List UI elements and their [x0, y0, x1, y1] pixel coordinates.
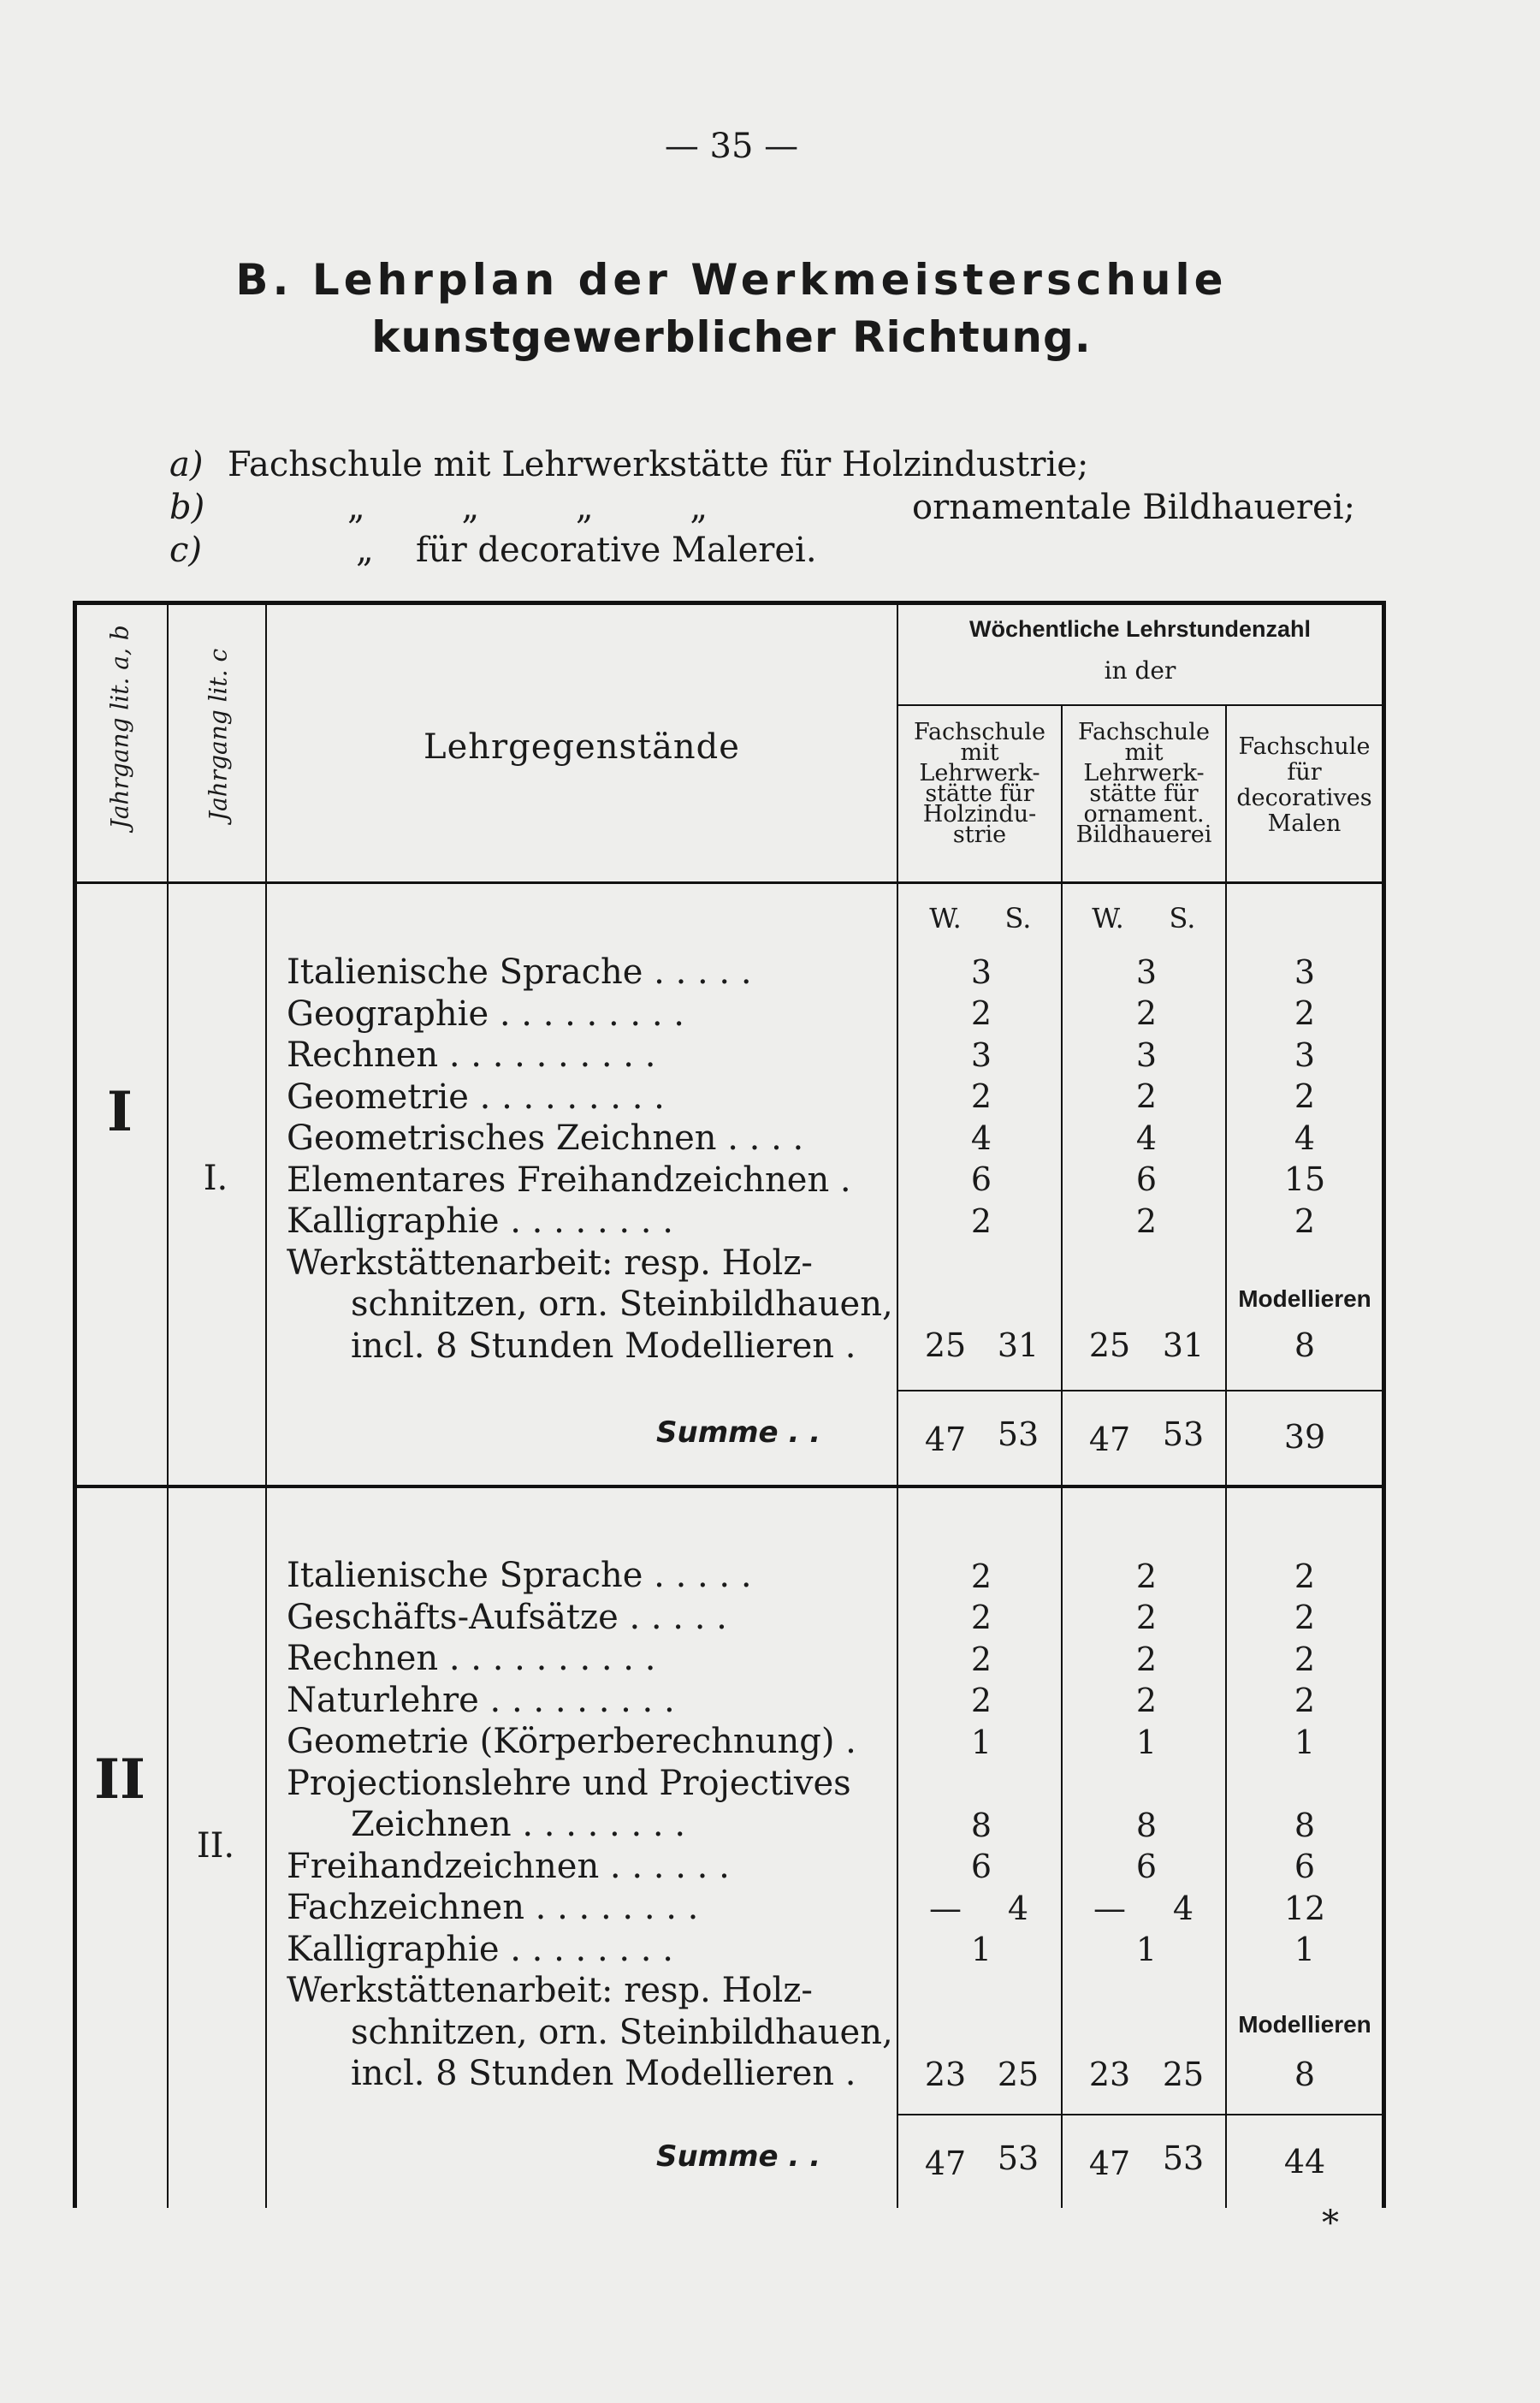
subject-row: Geschäfts-Aufsätze . . . . .: [287, 1597, 727, 1637]
summe-label: Summe . .: [656, 1415, 821, 1450]
subject-row: Geographie . . . . . . . . .: [287, 994, 684, 1034]
value-c: 3: [1294, 1036, 1316, 1074]
subject-row: Geometrie . . . . . . . . .: [287, 1077, 665, 1117]
summe-c: 39: [1283, 1418, 1326, 1456]
subject-row: incl. 8 Stunden Modellieren .: [351, 1326, 856, 1366]
subject-row: Werkstättenarbeit: resp. Holz-: [287, 1971, 813, 2010]
summe-c: 44: [1283, 2143, 1326, 2180]
subjects-header: Lehrgegenstände: [424, 727, 740, 767]
jahrgang-ii-label: II.: [196, 1826, 235, 1866]
subtitle-a: [169, 443, 1088, 486]
jahrgang-c-header: Jahrgang lit. c: [204, 648, 233, 822]
value-c: 8: [1294, 1807, 1316, 1844]
summe-a-s: 53: [997, 2139, 1040, 2177]
value-c: 2: [1294, 1682, 1316, 1719]
subject-row: Rechnen . . . . . . . . . .: [287, 1639, 656, 1678]
fach-a-s: 4: [1007, 1890, 1029, 1927]
workshop-a-w: 23: [924, 2056, 967, 2093]
table-top-border: [73, 601, 1386, 605]
workshop-a-s: 31: [997, 1326, 1040, 1364]
modellieren-label: Modellieren: [1238, 1285, 1371, 1312]
value-c: 1: [1294, 1724, 1316, 1761]
value-c: 15: [1283, 1160, 1326, 1198]
workshop-c: 8: [1294, 1326, 1316, 1364]
fach-c: 12: [1283, 1890, 1326, 1927]
w-label: W.: [1092, 902, 1124, 934]
value-b: 2: [1135, 1641, 1158, 1678]
fach-b-s: 4: [1172, 1890, 1194, 1927]
value-c: 2: [1294, 1599, 1316, 1636]
summe-b-s: 53: [1162, 2139, 1205, 2177]
value-b: 8: [1135, 1807, 1158, 1844]
workshop-c: 8: [1294, 2056, 1316, 2093]
subtitle-label: a): [169, 445, 204, 484]
subject-row: Geometrie (Körperberechnung) .: [287, 1722, 856, 1761]
summe-line-2: [897, 2114, 1386, 2115]
workshop-b-s: 31: [1162, 1326, 1205, 1364]
value-a: 1: [970, 1931, 992, 1968]
subject-row: Elementares Freihandzeichnen .: [287, 1160, 851, 1200]
value-b: 6: [1135, 1848, 1158, 1885]
value-c: 2: [1294, 1641, 1316, 1678]
subtitle-dittos: „: [356, 531, 374, 570]
col-divider: [265, 601, 267, 2208]
summe-label: Summe . .: [656, 2139, 821, 2174]
summe-a-w: 47: [924, 1421, 967, 1458]
section-divider: [73, 1485, 1386, 1488]
section-ii-subjects: [287, 1555, 893, 2095]
subtitle-b: [169, 486, 1355, 529]
value-a: 6: [970, 1160, 992, 1198]
subtitle-text: für decorative Malerei.: [416, 531, 817, 570]
value-b: 2: [1135, 1599, 1158, 1636]
summe-a-w: 47: [924, 2145, 967, 2182]
subject-row: schnitzen, orn. Steinbildhauen,: [351, 1285, 893, 1324]
value-a: 2: [970, 1641, 992, 1678]
s-label: S.: [1004, 902, 1032, 934]
value-b: 6: [1135, 1160, 1158, 1198]
header-sub-line: [897, 704, 1386, 706]
subject-row: Fachzeichnen . . . . . . . .: [287, 1888, 699, 1927]
subject-row: Kalligraphie . . . . . . . .: [287, 1929, 673, 1969]
subtitle-text: ornamentale Bildhauerei;: [912, 488, 1355, 527]
title-line-2: kunstgewerblicher Richtung.: [371, 312, 1092, 362]
jahrgang-i-label: I.: [203, 1159, 228, 1198]
value-b: 4: [1135, 1119, 1158, 1157]
title-line-1: B. Lehrplan der Werkmeisterschule: [235, 255, 1228, 305]
subject-row: Werkstättenarbeit: resp. Holz-: [287, 1243, 813, 1283]
jahrgang-mark-i: I: [107, 1080, 133, 1144]
value-b: 2: [1135, 994, 1158, 1032]
jahrgang-ab-header: Jahrgang lit. a, b: [105, 625, 134, 829]
value-a: 2: [970, 1682, 992, 1719]
subject-row: Geometrisches Zeichnen . . . .: [287, 1118, 804, 1158]
value-a: 2: [970, 1599, 992, 1636]
value-b: 1: [1135, 1931, 1158, 1968]
value-c: 2: [1294, 1558, 1316, 1595]
summe-a-s: 53: [997, 1415, 1040, 1453]
subject-row: Projectionslehre und Projectives: [287, 1763, 851, 1803]
summe-line-1: [897, 1390, 1386, 1391]
value-c: 2: [1294, 994, 1316, 1032]
value-b: 2: [1135, 1077, 1158, 1115]
value-a: 2: [970, 1077, 992, 1115]
value-a: 6: [970, 1848, 992, 1885]
col-divider: [1225, 706, 1227, 2208]
subtitle-text: Fachschule mit Lehrwerkstätte für Holzindustrie;: [228, 445, 1089, 484]
w-label: W.: [929, 902, 962, 934]
value-b: 2: [1135, 1558, 1158, 1595]
subject-row: Rechnen . . . . . . . . . .: [287, 1035, 656, 1075]
subtitle-label: c): [169, 531, 203, 570]
subject-row: Italienische Sprache . . . . .: [287, 1556, 752, 1595]
value-c: 3: [1294, 953, 1316, 991]
header-bottom-line: [73, 881, 1386, 884]
fach-b-w: —: [1093, 1890, 1126, 1927]
workshop-a-w: 25: [924, 1326, 967, 1364]
col-divider: [167, 601, 169, 2208]
value-c: 6: [1294, 1848, 1316, 1885]
subject-row: Naturlehre . . . . . . . . .: [287, 1680, 675, 1720]
summe-b-s: 53: [1162, 1415, 1205, 1453]
school-c-header: Fachschule für decoratives Malen: [1236, 733, 1372, 837]
subtitle-c: [169, 529, 817, 572]
workshop-b-w: 23: [1088, 2056, 1131, 2093]
jahrgang-mark-ii: II: [94, 1747, 145, 1812]
section-i-subjects: [287, 952, 893, 1367]
in-der-header: in der: [1104, 656, 1176, 685]
workshop-b-w: 25: [1088, 1326, 1131, 1364]
workshop-a-s: 25: [997, 2056, 1040, 2093]
value-a: 8: [970, 1807, 992, 1844]
value-c: 2: [1294, 1077, 1316, 1115]
school-a-header: Fachschule mit Lehrwerk- stätte für Holzindu- strie: [914, 719, 1045, 848]
value-b: 3: [1135, 1036, 1158, 1074]
col-divider: [1061, 706, 1063, 2208]
value-a: 1: [970, 1724, 992, 1761]
value-a: 2: [970, 1558, 992, 1595]
value-b: 2: [1135, 1682, 1158, 1719]
modellieren-label: Modellieren: [1238, 2011, 1371, 2038]
subject-row: Kalligraphie . . . . . . . .: [287, 1202, 673, 1241]
subject-row: Italienische Sprache . . . . .: [287, 952, 752, 992]
workshop-b-s: 25: [1162, 2056, 1205, 2093]
value-a: 3: [970, 953, 992, 991]
subject-row: schnitzen, orn. Steinbildhauen,: [351, 2012, 893, 2052]
weekly-hours-header: Wöchentliche Lehrstundenzahl: [968, 616, 1312, 642]
curriculum-table: [73, 601, 1386, 2208]
subject-row: incl. 8 Stunden Modellieren .: [351, 2054, 856, 2093]
subtitle-label: b): [169, 488, 205, 527]
subtitle-dittos: „ „ „ „: [347, 488, 708, 527]
summe-b-w: 47: [1088, 2145, 1131, 2182]
value-a: 3: [970, 1036, 992, 1074]
fach-a-w: —: [929, 1890, 962, 1927]
value-a: 4: [970, 1119, 992, 1157]
value-b: 3: [1135, 953, 1158, 991]
summe-b-w: 47: [1088, 1421, 1131, 1458]
value-c: 2: [1294, 1202, 1316, 1240]
table-left-border: [73, 601, 77, 2208]
value-c: 4: [1294, 1119, 1316, 1157]
footnote-mark: *: [1322, 2204, 1339, 2243]
school-b-header: Fachschule mit Lehrwerk- stätte für ornament. Bildhauerei: [1075, 719, 1212, 848]
value-c: 1: [1294, 1931, 1316, 1968]
value-b: 1: [1135, 1724, 1158, 1761]
s-label: S.: [1169, 902, 1196, 934]
subject-row: Freihandzeichnen . . . . . .: [287, 1846, 730, 1886]
subject-row: Zeichnen . . . . . . . .: [351, 1805, 686, 1844]
table-right-border: [1382, 601, 1386, 2208]
value-b: 2: [1135, 1202, 1158, 1240]
page-number: — 35 —: [664, 127, 799, 166]
value-a: 2: [970, 994, 992, 1032]
value-a: 2: [970, 1202, 992, 1240]
